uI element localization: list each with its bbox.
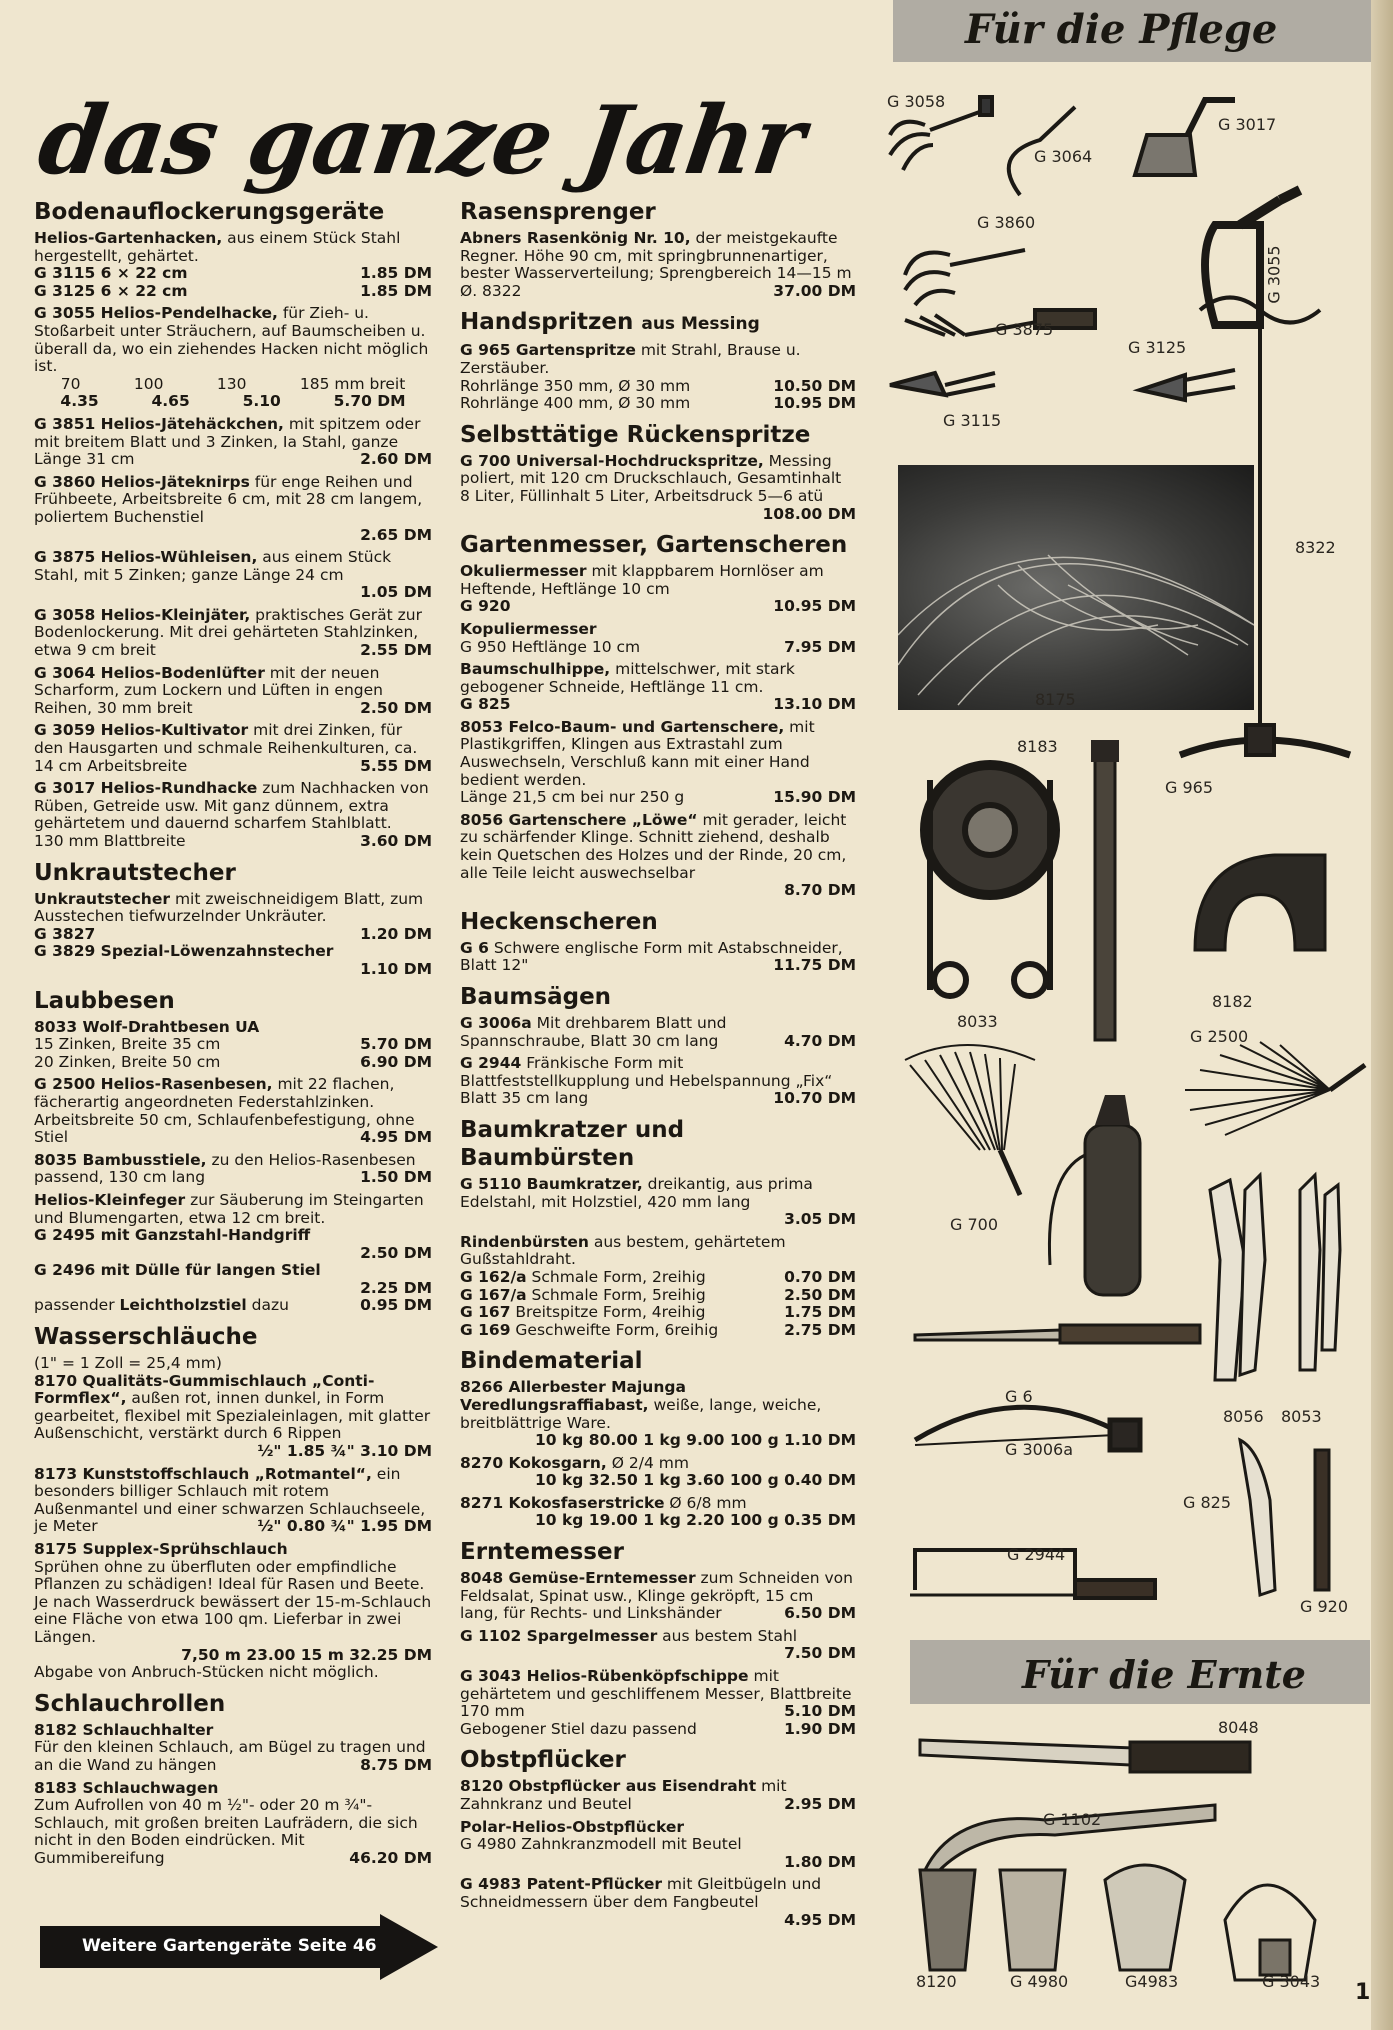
product-entry: G 3043 Helios-Rübenköpfschippe mit gehärtetem und geschliffenem Messer, Blattbreite 170 mm 5.10 DM Gebogener Stiel dazu passend 1.90 DM (460, 1667, 856, 1738)
brush-row: G 167 Breitspitze Form, 4reihig 1.75 DM (460, 1303, 856, 1322)
section-heading: Laubbesen (34, 987, 175, 1014)
lawn-rake-illustration (1180, 1030, 1370, 1150)
tool-label: G 700 (950, 1215, 999, 1234)
tool-label: G 3064 (1034, 147, 1093, 166)
product-entry: 8173 Kunststoffschlauch „Rotmantel“, ein besonders billiger Schlauch mit rotem Außenmantel und einer schwarzen Schlauchseele, je Meter ½" 0.80 ¾" 1.95 DM (34, 1464, 432, 1536)
product-entry: 8056 Gartenschere „Löwe“ mit gerader, leicht zu schärfender Klinge. Schnitt ziehend, deshalb kein Quetschen des Holzes und der Rinde, 20 cm, alle Teile leicht auswechselbar 8.70 DM (460, 810, 856, 900)
product-entry: (1" = 1 Zoll = 25,4 mm) 8170 Qualitäts-Gummischlauch „Conti-Formflex“, außen rot, innen dunkel, in Form gearbeitet, flexibel mit Spezialeinlagen, mit glatter Außenschicht, verstärkt durch 6 Rippen ½" 1.85 ¾" 3.10 DM (34, 1354, 432, 1461)
section-heading: Baumkratzer und Baumbürsten (460, 1116, 685, 1171)
tool-label: G4983 (1125, 1972, 1179, 1991)
section-heading: Erntemesser (460, 1539, 624, 1566)
tool-label: 8322 (1295, 538, 1336, 557)
frame-saw-illustration (905, 1530, 1165, 1620)
section-heading: Baumsägen (460, 984, 612, 1010)
product-entry: G 1102 Spargelmesser aus bestem Stahl 7.50 DM (460, 1626, 856, 1663)
section-heading: Selbsttätige Rückenspritze (460, 421, 811, 448)
pruning-knives-illustration (1230, 1430, 1350, 1600)
product-entry: 8048 Gemüse-Erntemesser zum Schneiden von Feldsalat, Spinat usw., Klinge gekröpft, 15 cm lang, für Rechts- und Linkshänder 6.50 DM (460, 1569, 856, 1623)
product-entry: Baumschulhippe, mittelschwer, mit stark gebogener Schneide, Heftlänge 11 cm. G 825 13.10 DM (460, 660, 856, 714)
product-entry: G 3064 Helios-Bodenlüfter mit der neuen Scharform, zum Lockern und Lüften in engen Reihen, 30 mm breit 2.50 DM (34, 663, 432, 717)
section-heading: Heckenscheren (460, 908, 658, 935)
tool-label: 8048 (1218, 1718, 1259, 1737)
tool-label: G 3055 (1264, 245, 1284, 304)
middle-text-column (460, 190, 856, 1934)
product-entry: G 2500 Helios-Rasenbesen, mit 22 flachen, fächerartig angeordneten Federstahlzinken. Arbeitsbreite 50 cm, Schlaufenbefestigung, ohne Stiel 4.95 DM (34, 1075, 432, 1147)
product-entry: Abners Rasenkönig Nr. 10, der meistgekaufte Regner. Höhe 90 cm, mit springbrunnenartiger, bester Wasserverteilung; Sprengbereich 14—15 m Ø. 8322 37.00 DM (460, 229, 856, 300)
tool-label: 8120 (916, 1972, 957, 1991)
tool-label: G 2500 (1190, 1027, 1249, 1046)
hose-reel-cart-illustration (910, 740, 1060, 1000)
section-heading: Handspritzen aus Messing (460, 309, 760, 336)
section-heading: Wasserschläuche (34, 1324, 258, 1351)
product-entry: G 3860 Helios-Jäteknirps für enge Reihen und Frühbeete, Arbeitsbreite 6 cm, mit 28 cm langem, poliertem Buchenstiel 2.65 DM (34, 472, 432, 544)
product-entry: Rindenbürsten aus bestem, gehärtetem Gußstahldraht. G 162/a Schmale Form, 2reihig 0.70 DM G 167/a Schmale Form, 5reihig 2.50 DM G 167 Breitspitze Form, 4reihig 1.75 DM G 169 Geschweifte Form, 6reihig 2.75 DM (460, 1232, 856, 1339)
tool-label: 8053 (1281, 1407, 1322, 1426)
tool-label: G 965 (1165, 778, 1214, 797)
page-edge (1371, 0, 1393, 2030)
section-heading: Bindematerial (460, 1348, 643, 1375)
tool-label: G 6 (1005, 1387, 1033, 1406)
product-entry: G 965 Gartenspritze mit Strahl, Brause u. Zerstäuber. Rohrlänge 350 mm, Ø 30 mm 10.50 DM Rohrlänge 400 mm, Ø 30 mm 10.95 DM (460, 341, 856, 413)
product-entry: 8266 Allerbester Majunga Veredlungsraffiabast, weiße, lange, weiche, breitblättrige Ware. 10 kg 80.00 1 kg 9.00 100 g 1.10 DM (460, 1378, 856, 1450)
product-entry: 8270 Kokosgarn, Ø 2/4 mm 10 kg 32.50 1 kg 3.60 100 g 0.40 DM (460, 1453, 856, 1490)
product-entry: 8175 Supplex-Sprühschlauch Sprühen ohne zu überfluten oder empfindliche Pflanzen zu schädigen! Ideal für Rasen und Beete. Je nach Wasserdruck bewässert der 15-m-Schlauch eine Fläche von etwa 100 qm. Lieferbar in zwei Längen. 7,50 m 23.00 15 m 32.25 DM Abgabe von Anbruch-Stücken nicht möglich. (34, 1540, 432, 1682)
section-heading: Obstpflücker (460, 1747, 626, 1774)
product-entry: G 5110 Baumkratzer, dreikantig, aus prima Edelstahl, mit Holzstiel, 420 mm lang 3.05 DM (460, 1174, 856, 1229)
section-heading: Unkrautstecher (34, 859, 236, 886)
left-text-column (34, 190, 432, 1873)
tool-label: G 825 (1183, 1493, 1232, 1512)
brush-row: G 162/a Schmale Form, 2reihig 0.70 DM (460, 1267, 856, 1286)
hedge-shears-illustration (910, 1290, 1210, 1380)
product-entry: 8053 Felco-Baum- und Gartenschere, mit Plastikgriffen, Klingen aus Extrastahl zum Auswechseln, Verschluß kann mit einer Hand bedient werden. Länge 21,5 cm bei nur 250 g 15.90 DM (460, 717, 856, 807)
tool-label: 8182 (1212, 992, 1253, 1011)
product-entry: Helios-Gartenhacken, aus einem Stück Stahl hergestellt, gehärtet. G 3115 6 × 22 cm 1.85 DM G 3125 6 × 22 cm 1.85 DM (34, 229, 432, 300)
tool-label: G 3017 (1218, 115, 1277, 134)
product-entry: G 3059 Helios-Kultivator mit drei Zinken, für den Hausgarten und schmale Reihenkulturen, ca. 14 cm Arbeitsbreite 5.55 DM (34, 721, 432, 775)
page-number: 1 (1355, 1980, 1371, 2005)
tool-label: G 3058 (887, 92, 946, 111)
product-entry: G 700 Universal-Hochdruckspritze, Messing poliert, mit 120 cm Druckschlauch, Gesamtinhalt 8 Liter, Füllinhalt 5 Liter, Arbeitsdruck 5—6 atü 108.00 DM (460, 451, 856, 523)
product-entry: Kopuliermesser G 950 Heftlänge 10 cm 7.95 DM (460, 619, 856, 656)
product-entry: 8033 Wolf-Drahtbesen UA 15 Zinken, Breite 35 cm 5.70 DM 20 Zinken, Breite 50 cm 6.90 DM (34, 1017, 432, 1071)
tool-label: 8175 (1035, 690, 1076, 709)
product-entry: G 3006a Mit drehbarem Blatt und Spannschraube, Blatt 30 cm lang 4.70 DM (460, 1014, 856, 1050)
product-entry: G 2944 Fränkische Form mit Blattfeststellkupplung und Hebelspannung „Fix“ Blatt 35 cm lang 10.70 DM (460, 1054, 856, 1108)
tool-label: G 3006a (1005, 1440, 1074, 1459)
product-entry: Helios-Kleinfeger zur Säuberung im Steingarten und Blumengarten, etwa 12 cm breit. G 2495 mit Ganzstahl-Handgriff 2.50 DM G 2496 mit Dülle für langen Stiel 2.25 DM passender Leichtholzstiel dazu 0.95 DM (34, 1190, 432, 1315)
tool-label: G 2944 (1007, 1545, 1066, 1564)
backpack-sprayer-illustration (1035, 1085, 1165, 1305)
tool-label: 8033 (957, 1012, 998, 1031)
product-entry: 8271 Kokosfaserstricke Ø 6/8 mm 10 kg 19.00 1 kg 2.20 100 g 0.35 DM (460, 1493, 856, 1530)
hose-holder-illustration (1185, 840, 1335, 960)
tool-label: G 3875 (995, 320, 1054, 339)
section-heading: Bodenauflockerungsgeräte (34, 199, 385, 225)
size-row: 70 100 130 185 mm breit (60, 374, 406, 393)
brush-row: G 169 Geschweifte Form, 6reihig 2.75 DM (460, 1320, 856, 1339)
hand-syringe-illustration (1085, 740, 1125, 1050)
tool-label: G 3043 (1262, 1972, 1321, 1991)
wire-broom-illustration (900, 1030, 1040, 1200)
section-heading: Schlauchrollen (34, 1690, 226, 1717)
product-entry: G 3055 Helios-Pendelhacke, für Zieh- u. Stoßarbeit unter Sträuchern, auf Baumscheiben u. überall da, wo ein ziehendes Hacken nicht möglich ist. 70 100 130 185 mm breit 4.35 4.65 5.10 5.70 DM (34, 305, 432, 411)
section-heading: Gartenmesser, Gartenscheren (460, 532, 848, 559)
product-entry: 8183 Schlauchwagen Zum Aufrollen von 40 m ½"- oder 20 m ¾"-Schlauch, mit großen breiten Laufrädern, die sich nicht in den Boden eindrücken. Mit Gummibereifung 46.20 DM (34, 1778, 432, 1867)
product-entry: Polar-Helios-Obstpflücker G 4980 Zahnkranzmodell mit Beutel 1.80 DM (460, 1817, 856, 1871)
product-entry: Unkrautstecher mit zweischneidigem Blatt, zum Ausstechen tiefwurzelnder Unkräuter. G 3827 1.20 DM G 3829 Spezial-Löwenzahnstecher 1.10 DM (34, 889, 432, 978)
tool-label: G 920 (1300, 1597, 1349, 1616)
tool-label: G 3860 (977, 213, 1036, 232)
product-entry: G 4983 Patent-Pflücker mit Gleitbügeln und Schneidmessern über dem Fangbeutel 4.95 DM (460, 1875, 856, 1929)
product-entry: G 3058 Helios-Kleinjäter, praktisches Gerät zur Bodenlockerung. Mit drei gehärteten Stahlzinken, etwa 9 cm breit 2.55 DM (34, 605, 432, 660)
brush-row: G 167/a Schmale Form, 5reihig 2.50 DM (460, 1285, 856, 1304)
tool-label: G 3115 (943, 411, 1002, 430)
more-tools-link[interactable]: Weitere Gartengeräte Seite 46 (82, 1936, 377, 1956)
product-entry: G 6 Schwere englische Form mit Astabschneider, Blatt 12" 11.75 DM (460, 938, 856, 975)
tool-label: 8056 (1223, 1407, 1264, 1426)
product-entry: 8182 Schlauchhalter Für den kleinen Schlauch, am Bügel zu tragen und an die Wand zu hängen 8.75 DM (34, 1720, 432, 1774)
pruning-shears-illustration (1190, 1170, 1350, 1390)
product-entry: G 3017 Helios-Rundhacke zum Nachhacken von Rüben, Getreide usw. Mit ganz dünnem, extra gehärtetem und dauernd scharfem Stahlblatt. 130 mm Blattbreite 3.60 DM (34, 779, 432, 850)
product-entry: G 3875 Helios-Wühleisen, aus einem Stück Stahl, mit 5 Zinken; ganze Länge 24 cm 1.05 DM (34, 548, 432, 602)
product-entry: Okuliermesser mit klappbarem Hornlöser am Heftende, Heftlänge 10 cm G 920 10.95 DM (460, 562, 856, 616)
product-entry: 8035 Bambusstiele, zu den Helios-Rasenbesen passend, 130 cm lang 1.50 DM (34, 1150, 432, 1187)
tool-label: 8183 (1017, 737, 1058, 756)
fruit-pickers-illustration (905, 1850, 1345, 1990)
tool-label: G 1102 (1043, 1810, 1102, 1829)
page-headline: das ganze Jahr (32, 86, 811, 196)
product-entry: G 3851 Helios-Jätehäckchen, mit spitzem oder mit breitem Blatt und 3 Zinken, Ia Stahl, ganze Länge 31 cm 2.60 DM (34, 414, 432, 469)
tool-label: G 3125 (1128, 338, 1187, 357)
product-entry: 8120 Obstpflücker aus Eisendraht mit Zahnkranz und Beutel 2.95 DM (460, 1777, 856, 1813)
care-banner-title: Für die Pflege (965, 6, 1278, 53)
price-row: 4.35 4.65 5.10 5.70 DM (60, 392, 406, 411)
harvest-banner-title: Für die Ernte (1022, 1652, 1306, 1697)
tool-label: G 4980 (1010, 1972, 1069, 1991)
sprinkler-hose-photo (898, 465, 1254, 710)
section-heading: Rasensprenger (460, 199, 656, 225)
